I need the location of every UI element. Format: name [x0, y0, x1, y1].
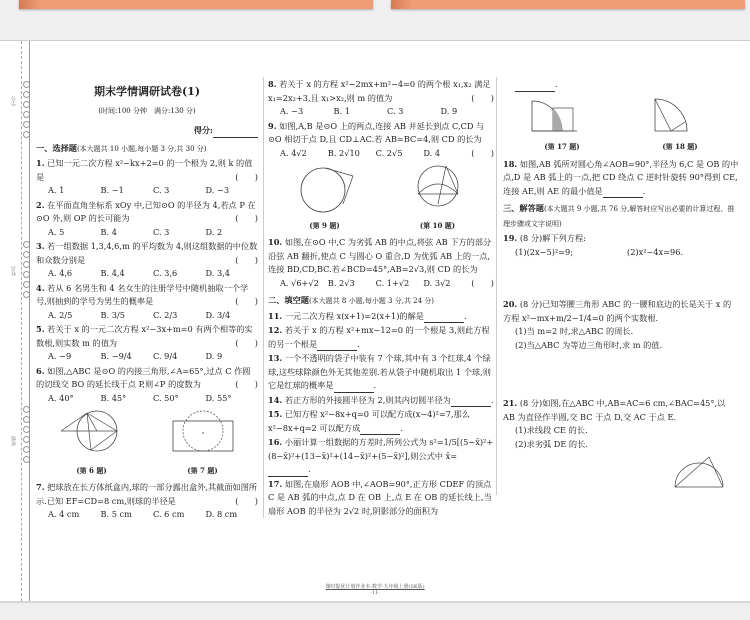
binding-field-class: 班级 [11, 436, 17, 446]
answer-blank[interactable] [424, 313, 464, 323]
sector-square-diagram [527, 96, 597, 136]
question-17: 17. 如图,在扇形 AOB 中,∠AOB=90°,正方形 CDEF 的顶点 C 是 AB 弧的中点,点 D 在 OB 上,点 E 在 OB 的延长线上,当扇形 AOB 的半径为 2√2 时,阴影部分的面积为 [268, 478, 492, 516]
question-21-part-1: (1)求线段 CE 的长. [515, 425, 588, 435]
circle-tangent-diagram-9 [285, 164, 365, 214]
circle-fold-diagram-10 [398, 164, 478, 214]
question-7-options: A. 4 cm B. 5 cm C. 6 cm D. 8 cm [48, 509, 238, 519]
question-5: 5. 若关于 x 的一元二次方程 x²−3x+m=0 有两个相等的实数根,则实数 m 的值为 ( ) [36, 324, 258, 348]
binding-field-id: 学号 [11, 96, 17, 106]
figures-17-18 [503, 96, 739, 154]
question-21-part-2: (2)求劣弧 DE 的长. [515, 438, 588, 449]
seal-marks [23, 241, 29, 298]
question-2: 2. 在平面直角坐标系 xOy 中,已知⊙O 的半径为 4,若点 P 在⊙O 外,则 OP 的长可能为 ( ) [36, 199, 258, 223]
question-17-blank: . [503, 78, 739, 92]
question-14: 14. 若正方形的外接圆半径为 2,则其内切圆半径为 . [268, 394, 494, 408]
section-3-heading: 三、解答题(本大题共 9 小题,共 76 分,解答时应写出必要的计算过程、推理步骤或文字说明) [503, 203, 735, 228]
question-4: 4. 若从 6 名男生和 4 名女生的注册学号中随机抽取一个学号,则抽到的学号为男生的概率是 ( ) [36, 282, 258, 306]
binding-field-name: 姓名 [11, 266, 17, 276]
question-13: 13. 一个不透明的袋子中装有 7 个球,其中有 3 个红球,4 个绿球,这些球除颜色外无其他差别.若从袋子中随机取出 1 个球,则它是红球的概率是 . [268, 352, 494, 393]
exam-page [0, 40, 750, 603]
box-ball-diagram [168, 409, 238, 459]
sector-rotation-diagram [645, 96, 715, 136]
column-1 [36, 75, 258, 522]
previous-page-edge [19, 0, 373, 9]
answer-blank[interactable] [317, 341, 357, 351]
question-3: 3. 若一组数据 1,3,4,6,m 的平均数为 4,则这组数据的中位数和众数分别是 ( ) [36, 241, 258, 265]
question-1: 1. 已知一元二次方程 x²−kx+2=0 的一个根为 2,则 k 的值是 ( ) [36, 158, 258, 182]
question-8-options: A. −3 B. 1 C. 3 D. 9 [280, 106, 458, 116]
question-5-options: A. −9 B. −9/4 C. 9/4 D. 9 [48, 351, 223, 361]
question-16: 16. 小丽计算一组数据的方差时,所列公式为 s²=1/5[(5−x̄)²+(8−x̄)²+(13−x̄)²+(14−x̄)²+(5−x̄)²],则公式中 x̄=. [268, 436, 494, 477]
question-8: 8. 若关于 x 的方程 x²−2mx+m²−4=0 的两个根 x₁,x₂ 满足 x₁=2x₂+3,且 x₁>x₂,则 m 的值为 ( ) [268, 79, 494, 103]
circle-tangent-diagram [57, 409, 127, 459]
question-4-options: A. 2/5 B. 3/5 C. 2/3 D. 3/4 [48, 309, 231, 320]
semicircle-triangle-diagram [673, 455, 733, 490]
question-9-options: A. 4√2 B. 2√10 C. 2√5 D. 4 [280, 147, 441, 158]
seal-marks [23, 406, 29, 463]
page-number: ·11· [370, 590, 380, 596]
figure-6: (第 6 题) [57, 409, 127, 477]
question-7: 7. 把球放在长方体纸盒内,球的一部分露出盒外,其截面如图所示.已知 EF=CD=8 cm,则球的半径是 ( ) [36, 482, 258, 506]
question-3-options: A. 4,6 B. 4,4 C. 3,6 D. 3,4 [48, 268, 230, 278]
question-12: 12. 若关于 x 的方程 x²+mx−12=0 的一个根是 3,则此方程的另一个根是 . [268, 324, 494, 351]
section-2-heading: 二、填空题(本大题共 8 小题,每小题 3 分,共 24 分) [268, 295, 435, 305]
question-21: 21. (8 分)如图,在△ABC 中,AB=AC=6 cm,∠BAC=45°,以 AB 为直径作半圆,交 BC 于点 D,交 AC 于点 E. [503, 398, 726, 422]
figure-10: (第 10 题) [398, 164, 478, 232]
next-page-edge [391, 0, 745, 9]
answer-blank[interactable] [360, 425, 400, 435]
column-2 [263, 77, 494, 518]
question-20: 20. (8 分)已知等腰三角形 ABC 的一腰和底边的长是关于 x 的方程 x²−mx+m/2−1/4=0 的两个实数根. [503, 299, 732, 323]
answer-blank[interactable] [515, 82, 555, 92]
answer-blank[interactable] [268, 467, 308, 477]
section-1-heading: 一、选择题(本大题共 10 小题,每小题 3 分,共 30 分) [36, 142, 207, 153]
figure-7: (第 7 题) [168, 409, 238, 477]
answer-blank[interactable] [451, 397, 491, 407]
question-6: 6. 如图,△ABC 是⊙O 的内接三角形,∠A=65°,过点 C 作圆的切线交 BO 的延长线于点 P,则∠P 的度数为 ( ) [36, 365, 258, 389]
score-field: 得分: [36, 124, 258, 138]
question-10-options: A. √6+√2 B. 2√3 C. 1+√2 D. 3√2 [280, 277, 451, 288]
exam-subtitle: (时间:100 分钟 满分:130 分) [98, 106, 196, 115]
figures-6-7 [36, 409, 258, 477]
question-10: 10. 如图,在⊙O 中,C 为劣弧 AB 的中点,将弦 AB 下方的部分沿弦 AB 翻折,使点 C 与圆心 O 重合,D 为优弧 AB 上的一点,连接 BD,CD,BC.若∠BCD=45°,AB=2√3,则 CD 的长为 ( ) [268, 237, 494, 288]
column-3 [496, 77, 739, 495]
question-18: 18. 如图,AB 弧所对圆心角∠AOB=90°,半径为 6,C 是 OB 的中点,D 是 AB 弧上的一点,把 CD 绕点 C 逆时针旋转 90°得到 CE,连接 AE,则 AE 的最小值是 . [503, 158, 739, 199]
question-20-part-2: (2)当△ABC 为等边三角形时,求 m 的值. [515, 339, 663, 350]
question-19: 19. (8 分)解下列方程: [503, 233, 586, 243]
exam-title: 期末学情调研试卷(1) [93, 85, 201, 98]
figure-9: (第 9 题) [285, 164, 365, 232]
figures-9-10 [268, 164, 494, 232]
question-1-options: A. 1 B. −1 C. 3 D. −3 [48, 185, 230, 195]
question-11: 11. 一元二次方程 x(x+1)=2(x+1)的解是 . [268, 310, 494, 324]
question-2-options: A. 5 B. 4 C. 3 D. 2 [48, 226, 223, 237]
answer-blank[interactable] [603, 188, 643, 198]
answer-blank[interactable] [334, 383, 374, 393]
question-6-options: A. 40° B. 45° C. 50° D. 55° [48, 392, 232, 403]
question-20-part-1: (1)当 m=2 时,求△ABC 的周长. [515, 326, 634, 336]
figure-18: (第 18 题) [645, 96, 715, 154]
question-15: 15. 已知方程 x²−8x+q=0 可以配方成(x−4)²=7,那么 x²−8x+q=2 可以配方成 . [268, 408, 494, 435]
page-footer: 课时提优计划作业本·数学·九年级上册(SK版) ·11· [0, 583, 750, 596]
question-9: 9. 如图,A,B 是⊙O 上的两点,连接 AB 并延长到点 C,CD 与⊙O 相切于点 D,且 CD⊥AC.若 AB=BC=4,则 CD 的长为 ( ) [268, 120, 494, 158]
figure-17: (第 17 题) [527, 96, 597, 154]
seal-marks [23, 81, 29, 138]
question-19-parts: (1)(2x−5)²=9; (2)x²−4x=96. [515, 246, 684, 257]
